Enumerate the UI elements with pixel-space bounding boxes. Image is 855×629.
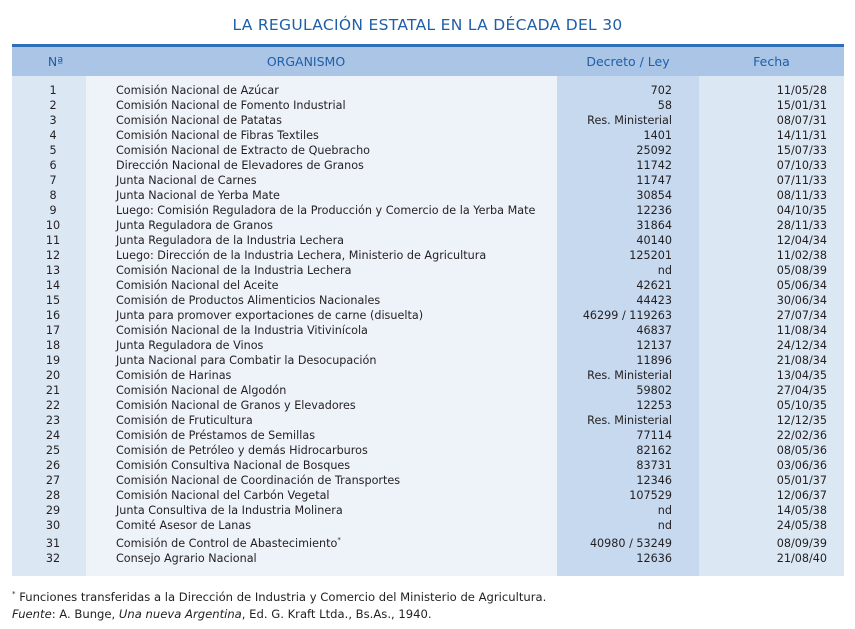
row-fecha: 11/08/34 (776, 324, 827, 337)
table-row (12, 278, 844, 293)
row-organismo: Comisión Nacional de Fomento Industrial (116, 99, 346, 112)
row-number: 22 (45, 399, 61, 412)
row-organismo: Junta Nacional para Combatir la Desocupación (116, 354, 377, 367)
table-body (12, 76, 844, 576)
row-organismo: Comisión de Fruticultura (116, 414, 253, 427)
row-decreto: 46299 / 119263 (582, 309, 672, 322)
row-organismo: Junta para promover exportaciones de carne (disuelta) (116, 309, 424, 322)
row-organismo: Comisión Nacional de Patatas (116, 114, 282, 127)
footnote-text: Funciones transferidas a la Dirección de Industria y Comercio del Ministerio de Agricultura. (19, 590, 547, 604)
row-number: 30 (45, 519, 61, 532)
row-fecha: 21/08/34 (776, 354, 827, 367)
row-number: 26 (45, 459, 61, 472)
row-decreto: 44423 (636, 294, 672, 307)
row-organismo: Consejo Agrario Nacional (116, 552, 257, 565)
row-decreto: 1401 (643, 129, 672, 142)
row-decreto: nd (657, 504, 672, 517)
table-row (12, 383, 844, 398)
footnote-ref: * (337, 536, 341, 544)
table-row (12, 218, 844, 233)
row-fecha: 13/04/35 (776, 369, 827, 382)
table-row (12, 551, 844, 566)
row-number: 6 (49, 159, 57, 172)
table-row (12, 233, 844, 248)
row-fecha: 04/10/35 (776, 204, 827, 217)
row-decreto: 77114 (636, 429, 672, 442)
row-decreto: 30854 (636, 189, 672, 202)
row-decreto: 31864 (636, 219, 672, 232)
row-number: 15 (45, 294, 61, 307)
row-organismo: Luego: Dirección de la Industria Lechera, Ministerio de Agricultura (116, 249, 487, 262)
row-fecha: 30/06/34 (776, 294, 827, 307)
row-number: 29 (45, 504, 61, 517)
row-decreto: 40980 / 53249 (589, 537, 672, 550)
row-decreto: 12137 (636, 339, 672, 352)
row-fecha: 08/07/31 (776, 114, 827, 127)
row-organismo: Comisión Nacional del Aceite (116, 279, 279, 292)
row-number: 27 (45, 474, 61, 487)
header-number: Nª (47, 54, 64, 69)
row-decreto: 83731 (636, 459, 672, 472)
source-rest: , Ed. G. Kraft Ltda., Bs.As., 1940. (241, 607, 432, 621)
row-fecha: 05/01/37 (776, 474, 827, 487)
table-row (12, 128, 844, 143)
row-number: 17 (45, 324, 61, 337)
row-decreto: nd (657, 264, 672, 277)
table-row (12, 188, 844, 203)
row-organismo: Comisión de Préstamos de Semillas (116, 429, 316, 442)
row-number: 9 (49, 204, 57, 217)
header-fecha: Fecha (753, 54, 790, 69)
row-decreto: 82162 (636, 444, 672, 457)
row-decreto: 46837 (636, 324, 672, 337)
source-note (12, 607, 432, 621)
row-fecha: 22/02/36 (776, 429, 827, 442)
row-fecha: 15/07/33 (776, 144, 827, 157)
row-organismo: Comisión Nacional de Fibras Textiles (116, 129, 319, 142)
table-row (12, 428, 844, 443)
row-fecha: 14/11/31 (776, 129, 827, 142)
row-fecha: 08/09/39 (776, 537, 827, 550)
table-row (12, 488, 844, 503)
row-fecha: 07/10/33 (776, 159, 827, 172)
table-row (12, 518, 844, 533)
table-row (12, 248, 844, 263)
row-fecha: 12/06/37 (776, 489, 827, 502)
row-number: 23 (45, 414, 61, 427)
row-organismo: Junta Reguladora de la Industria Lechera (116, 234, 345, 247)
row-number: 18 (45, 339, 61, 352)
row-number: 2 (49, 99, 57, 112)
table-row (12, 263, 844, 278)
row-organismo: Comisión Nacional de Extracto de Quebracho (116, 144, 371, 157)
row-fecha: 27/07/34 (776, 309, 827, 322)
row-decreto: 40140 (636, 234, 672, 247)
row-organismo: Comisión Nacional de Azúcar (116, 84, 279, 97)
row-number: 19 (45, 354, 61, 367)
row-organismo: Comisión de Control de Abastecimiento* (116, 536, 341, 550)
footnote-mark: * (12, 590, 16, 598)
row-number: 10 (45, 219, 61, 232)
table-row (12, 173, 844, 188)
row-fecha: 05/10/35 (776, 399, 827, 412)
row-organismo: Comisión de Petróleo y demás Hidrocarburos (116, 444, 368, 457)
row-fecha: 12/12/35 (776, 414, 827, 427)
row-decreto: 11747 (636, 174, 672, 187)
table-row (12, 158, 844, 173)
row-number: 14 (45, 279, 61, 292)
row-organismo: Junta Nacional de Carnes (116, 174, 257, 187)
row-number: 4 (49, 129, 57, 142)
row-organismo: Comisión de Harinas (116, 369, 232, 382)
row-decreto: 702 (650, 84, 672, 97)
row-number: 28 (45, 489, 61, 502)
row-fecha: 12/04/34 (776, 234, 827, 247)
row-fecha: 24/12/34 (776, 339, 827, 352)
row-organismo: Comisión Nacional de Algodón (116, 384, 287, 397)
row-fecha: 11/02/38 (776, 249, 827, 262)
row-fecha: 05/06/34 (776, 279, 827, 292)
row-organismo: Comisión de Productos Alimenticios Nacionales (116, 294, 381, 307)
row-number: 20 (45, 369, 61, 382)
row-number: 32 (45, 552, 61, 565)
row-fecha: 28/11/33 (776, 219, 827, 232)
header-organismo: ORGANISMO (266, 54, 346, 69)
table-row (12, 293, 844, 308)
row-number: 3 (49, 114, 57, 127)
footnote (12, 590, 546, 604)
table-row (12, 83, 844, 98)
row-number: 31 (45, 537, 61, 550)
row-number: 13 (45, 264, 61, 277)
row-fecha: 07/11/33 (776, 174, 827, 187)
row-number: 16 (45, 309, 61, 322)
table-row (12, 338, 844, 353)
row-decreto: 107529 (629, 489, 672, 502)
page-title: LA REGULACIÓN ESTATAL EN LA DÉCADA DEL 30 (232, 16, 623, 34)
table-row (12, 503, 844, 518)
row-decreto: Res. Ministerial (587, 369, 672, 382)
table-row (12, 308, 844, 323)
row-organismo: Comisión Nacional de la Industria Vitivinícola (116, 324, 368, 337)
row-decreto: 58 (657, 99, 672, 112)
row-organismo: Junta Nacional de Yerba Mate (116, 189, 280, 202)
table-row (12, 536, 844, 551)
table-row (12, 443, 844, 458)
row-fecha: 27/04/35 (776, 384, 827, 397)
row-fecha: 08/05/36 (776, 444, 827, 457)
row-fecha: 15/01/31 (776, 99, 827, 112)
row-organismo: Comisión Consultiva Nacional de Bosques (116, 459, 351, 472)
row-number: 5 (49, 144, 57, 157)
row-number: 25 (45, 444, 61, 457)
row-fecha: 21/08/40 (776, 552, 827, 565)
table-row (12, 353, 844, 368)
row-number: 7 (49, 174, 57, 187)
row-decreto: Res. Ministerial (587, 114, 672, 127)
source-book: Una nueva Argentina (118, 607, 242, 621)
row-decreto: 12636 (636, 552, 672, 565)
row-decreto: 59802 (636, 384, 672, 397)
row-decreto: 25092 (636, 144, 672, 157)
regulation-table (12, 44, 844, 576)
source-sep: : A. Bunge, (51, 607, 119, 621)
row-decreto: nd (657, 519, 672, 532)
table-row (12, 98, 844, 113)
row-fecha: 05/08/39 (776, 264, 827, 277)
table-row (12, 323, 844, 338)
table-header (12, 47, 844, 76)
row-organismo: Comisión Nacional de Granos y Elevadores (116, 399, 356, 412)
row-fecha: 08/11/33 (776, 189, 827, 202)
row-number: 8 (49, 189, 57, 202)
table-row (12, 413, 844, 428)
row-organismo: Comité Asesor de Lanas (116, 519, 252, 532)
row-fecha: 11/05/28 (776, 84, 827, 97)
row-decreto: 11896 (636, 354, 672, 367)
row-number: 21 (45, 384, 61, 397)
table-row (12, 368, 844, 383)
row-organismo: Comisión Nacional del Carbón Vegetal (116, 489, 330, 502)
row-decreto: 125201 (629, 249, 672, 262)
row-decreto: 12346 (636, 474, 672, 487)
row-number: 12 (45, 249, 61, 262)
row-number: 1 (49, 84, 57, 97)
row-organismo: Junta Reguladora de Vinos (116, 339, 264, 352)
row-organismo: Comisión Nacional de la Industria Lechera (116, 264, 352, 277)
row-fecha: 14/05/38 (776, 504, 827, 517)
source-label: Fuente (12, 607, 52, 621)
row-organismo: Dirección Nacional de Elevadores de Granos (116, 159, 364, 172)
row-fecha: 24/05/38 (776, 519, 827, 532)
table-row (12, 143, 844, 158)
row-organismo: Junta Consultiva de la Industria Molinera (116, 504, 343, 517)
row-organismo: Junta Reguladora de Granos (116, 219, 273, 232)
header-decreto: Decreto / Ley (586, 54, 670, 69)
table-row (12, 398, 844, 413)
row-decreto: 42621 (636, 279, 672, 292)
row-decreto: 12253 (636, 399, 672, 412)
row-decreto: 12236 (636, 204, 672, 217)
row-number: 11 (45, 234, 61, 247)
row-fecha: 03/06/36 (776, 459, 827, 472)
table-row (12, 458, 844, 473)
table-row (12, 473, 844, 488)
row-decreto: 11742 (636, 159, 672, 172)
row-decreto: Res. Ministerial (587, 414, 672, 427)
row-number: 24 (45, 429, 61, 442)
row-organismo: Comisión Nacional de Coordinación de Transportes (116, 474, 401, 487)
table-row (12, 203, 844, 218)
row-organismo: Luego: Comisión Reguladora de la Producción y Comercio de la Yerba Mate (116, 204, 536, 217)
table-row (12, 113, 844, 128)
